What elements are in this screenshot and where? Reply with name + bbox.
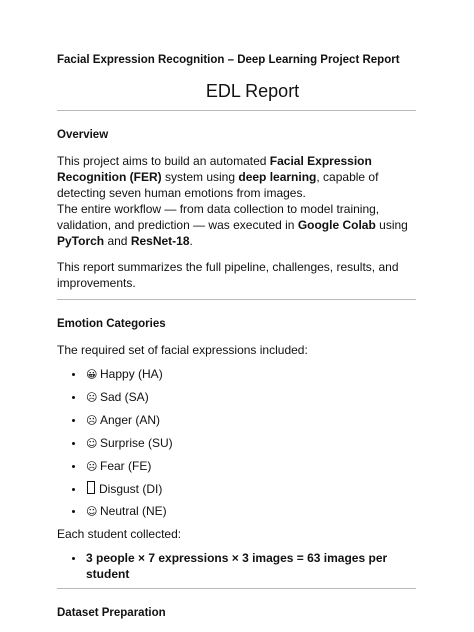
list-item-anger bbox=[57, 412, 416, 429]
text-run: using bbox=[375, 218, 408, 232]
report-title: EDL Report bbox=[205, 81, 300, 101]
angry-face-icon: ☹ bbox=[86, 414, 98, 427]
sad-face-icon: ☹ bbox=[86, 391, 98, 404]
collected-list bbox=[57, 550, 416, 582]
bold-text-deep-learning: deep learning bbox=[238, 170, 317, 184]
list-item-collected: 3 people × 7 expressions × 3 images = 63 images per student bbox=[57, 550, 416, 582]
text-run: system using bbox=[161, 170, 239, 184]
divider bbox=[57, 588, 416, 589]
emotion-categories-heading: Emotion Categories bbox=[57, 318, 166, 330]
text-run: This project aims to build an automated bbox=[57, 154, 270, 168]
overview-heading: Overview bbox=[57, 129, 109, 141]
document-header: Facial Expression Recognition – Deep Learning Project Report bbox=[57, 54, 400, 66]
text-run: and bbox=[104, 234, 131, 248]
list-item-label: Sad (SA) bbox=[100, 390, 149, 404]
emotion-intro: The required set of facial expressions included: bbox=[57, 343, 308, 357]
divider bbox=[57, 299, 416, 300]
emotion-list bbox=[57, 366, 416, 520]
bold-text-pytorch: PyTorch bbox=[57, 234, 105, 248]
divider bbox=[57, 110, 416, 111]
list-item-label: Fear (FE) bbox=[100, 459, 152, 473]
bold-text-google-colab: Google Colab bbox=[297, 218, 376, 232]
collected-intro: Each student collected: bbox=[57, 527, 182, 541]
list-item-neutral bbox=[57, 503, 416, 520]
surprised-face-icon: ☺ bbox=[86, 437, 98, 450]
neutral-face-icon: ☺ bbox=[86, 505, 98, 518]
list-item-label: Surprise (SU) bbox=[100, 436, 173, 450]
list-item-label: Neutral (NE) bbox=[100, 504, 167, 518]
list-item-label: Disgust (DI) bbox=[99, 482, 163, 496]
overview-paragraph-3: This report summarizes the full pipeline, challenges, results, and improvements. bbox=[57, 260, 399, 290]
list-item-fear bbox=[57, 458, 416, 475]
fearful-face-icon: ☹ bbox=[86, 460, 98, 473]
list-item-label: Happy (HA) bbox=[100, 367, 163, 381]
list-item-label: Anger (AN) bbox=[100, 413, 161, 427]
text-run: , capable of detecting seven human emotions from images. bbox=[57, 170, 379, 200]
bold-text-fer: Facial Expression Recognition (FER) bbox=[57, 154, 372, 184]
list-item-surprise bbox=[57, 435, 416, 452]
overview-paragraph-2 bbox=[57, 201, 416, 249]
list-item-disgust bbox=[57, 481, 416, 497]
overview-paragraph-1 bbox=[57, 153, 416, 201]
text-run: The entire workflow — from data collection to model training, validation, and prediction — was executed in bbox=[57, 202, 380, 232]
grinning-face-icon: 😀 bbox=[86, 368, 98, 381]
list-item-happy bbox=[57, 366, 416, 383]
bold-text-resnet: ResNet-18 bbox=[130, 234, 190, 248]
dataset-preparation-heading: Dataset Preparation bbox=[57, 607, 166, 619]
text-run: . bbox=[189, 234, 193, 248]
missing-glyph-icon bbox=[87, 481, 95, 494]
list-item-sad bbox=[57, 389, 416, 406]
